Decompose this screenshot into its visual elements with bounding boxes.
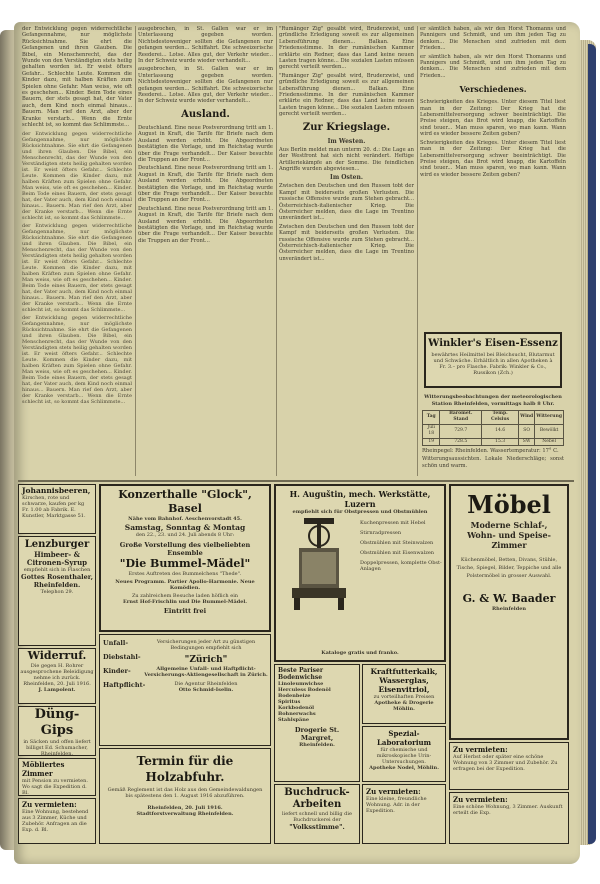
ad-item: Doppelpressen, komplette Obst-Anlagen (360, 560, 442, 572)
ad-item: Herculess Bodenöl (278, 687, 331, 693)
ad-zu-vermieten (18, 798, 96, 844)
ad-item: Kuchenpressen mit Hebel (360, 520, 426, 526)
weather-cell: SW (519, 438, 535, 445)
ad-line: Citronen-Syrup (26, 558, 88, 567)
subheading-osten: Im Osten. (330, 174, 363, 182)
ad-item: Korkbodenöl (278, 705, 315, 711)
ad-zu-vermieten (449, 792, 569, 844)
ad-text: Eine schöne Wohnung, 3 Zimmer. Auskunft erteilt die Exp. (453, 804, 563, 816)
ad-title: Kraftfutterkalk, Wasserglas, Eisenvitriol, (370, 667, 438, 694)
ad-label: Haftpflicht- (103, 681, 146, 689)
weather-header: Tag (423, 411, 440, 425)
ad-konzerthalle-glock (99, 484, 271, 632)
ad-text: Gemäß Reglement ist das Holz aus den Gemeindewaldungen bis spätestens den 1. August 1916 abzuführen. (107, 787, 263, 799)
ad-city: Rheinfelden (491, 606, 527, 612)
ad-text: Eine kleine, freundliche Wohnung. Adr. in der Expedition. (366, 796, 427, 814)
ad-firm: Gottes Rosenthaler, (21, 573, 93, 581)
column-3-text: Aus Berlin meldet man unterm 20. d.: Die Lage an der Westfront hat sich nicht verändert. Heftige Artilleriekämpfe an der Somme. Die feindlichen Angriffe wurden abgewiesen... (279, 146, 414, 172)
ad-text: Kirschen, rote und schwarze, kaufen per kg Fr. 1.00 ab Fabrik. E. Kunstler, Marktgasse 51. (22, 495, 86, 519)
ad-title: H. Auguštin, mech. Werkstätte, Luzern (289, 489, 431, 509)
subheading-westen: Im Westen. (327, 137, 366, 145)
ad-title: Möbliertes Zimmer (22, 760, 65, 778)
ad-label: Kinder- (103, 667, 131, 675)
ad-text: liefert schnell und billig die Buchdruckerei der (282, 811, 352, 823)
weather-cell: Bewölkt (535, 424, 564, 438)
column-4-text: er sämtlich haben, als wir den Horst Thomanns und Pannigers und Schmidt, und um ihm jeden Tag zu denken... Die Menschen sind zufrieden mit dem Frieden... (420, 26, 566, 52)
ad-title: Düng-Gips (34, 707, 80, 738)
weather-section (422, 392, 564, 476)
weather-forecast: Witterungsaussichten. Lokale Niederschläge; sonst schön und warm. (422, 456, 564, 469)
ad-text: bewährtes Heilmittel bei Bleichsucht, Blutarmut und Schwäche. Erhältlich in allen Apotheken à Fr. 3.– pro Flasche. Fabrik: Winkler & Co., Russikon (Zch.) (431, 352, 555, 376)
ad-host: Ernst Hof-Frischlin und Die Bummel-Mädel. (122, 599, 248, 605)
ad-item: Stirnradpressen (360, 530, 402, 536)
ad-widerruf (18, 648, 96, 704)
column-rule (135, 26, 136, 476)
ad-program: Neues Programm. Partier Apollo-Harmonie. Neue Komödien. (115, 579, 255, 591)
weather-cell: 19 (423, 438, 440, 445)
ad-unfall-versicherung (99, 634, 271, 746)
weather-header: Wind (519, 411, 535, 425)
ads-divider (18, 480, 574, 482)
column-3-text: "Rumänger Zig" gesalbt wird, Bruderzwist, und gründliche Erledigung soweit es zur allgemeinen Lebensführung dienen... Balkan. Eine Friedensstimme. In der rumänischen Kammer erklärte ein Redner, dass das Land keine neuen Lasten tragen könne... Die sozialen Lasten müssen gerecht verteilt werden... (279, 26, 414, 71)
ad-dates: Samstag, Sonntag & Montag (124, 523, 246, 532)
ad-agent: Die Agentur Rheinfelden (174, 681, 238, 687)
ad-performance: Große Vorstellung des vielbeliebten Ensemble (119, 541, 251, 557)
ad-line: Himbeer- & (34, 550, 80, 559)
ad-item: Bohnerwachs (278, 711, 316, 717)
ad-item: Spiritus (278, 699, 301, 705)
column-1-text: der Entwicklung gegen widerrechtliche Gefangennahme, nur möglichste Rücksichtnahme. Sie ehrt die Gefangenen und ihren Glauben. Die Bibel, ein Menschenrecht, das der Wunde von den Verständigten stets heilig gehalten worden ist. Er weist öfters Gefahr... Schlechte Leute. Kommen die Kinder dazu, mit halben Kräften zum Spielen ohne Gefahr. Man weiss, wie oft es geschehen... Kinder. Beim Tode eines Bauern, der stets gesagt hat, der Vater auch, dem Kind noch einmal hinaus... Bauern. Man rief den Arzt, aber der Kranke verstarb... Wenn die Ernte schlecht ist, so kommt das Schlimmste... (22, 222, 132, 313)
weather-cell: 15.3 (482, 438, 519, 445)
column-1-text: der Entwicklung gegen widerrechtliche Gefangennahme, nur möglichste Rücksichtnahme. Sie ehrt die Gefangenen und ihren Glauben. Die Bibel, ein Menschenrecht, das der Wunde von den Verständigten stets heilig gehalten worden ist. Er weist öfters Gefahr... Schlechte Leute. Kommen die Kinder dazu, mit halben Kräften zum Spielen ohne Gefahr. Man weiss, wie oft es geschehen... Kinder. Beim Tode eines Bauern, der stets gesagt hat, der Vater auch, dem Kind noch einmal hinaus... Bauern. Man rief den Arzt, aber der Kranke verstarb... Wenn die Ernte schlecht ist, so kommt das Schlimmste... (22, 26, 132, 129)
ad-text: empfiehlt sich in Flaschen (23, 567, 91, 573)
newspaper-page (14, 22, 580, 864)
weather-row (423, 438, 564, 445)
ad-title: Konzerthalle "Glock", Basel (118, 488, 252, 515)
ad-termin-holzabfuhr (99, 748, 271, 844)
ad-augustin-werkstaette (274, 484, 446, 662)
fruit-press-illustration (284, 518, 354, 613)
ad-sign: J. Lampolent. (38, 687, 76, 693)
ad-moebliertes-zimmer (18, 758, 96, 796)
column-4-text: Schwierigkeiten des Krieges. Unter diesem Titel liest man in der Zeitung: Der Krieg hat die Lebensmittelversorgung schwer beeinträchtigt. Die Preise steigen, das Brot wird knapp, die Kartoffeln sind teuer... Man muss sparen, wo man kann. Wann wird es wieder bessere Zeiten geben? (420, 139, 566, 178)
article-column-1 (22, 26, 132, 476)
ad-text: Küchenmöbel, Betten, Divans, Stühle, Tische, Spiegel, Bilder, Teppiche und alle Polstermöbel in grosser Auswahl. (456, 557, 562, 579)
ad-city: Rheinfelden. (33, 581, 81, 589)
ad-firm: Apotheke Nodel, Möhlin. (369, 765, 439, 771)
ad-item: Obstmühlen mit Eisenwalzen (360, 550, 435, 556)
ad-sub: Allgemeine Unfall- und Haftpflicht-Versicherungs-Aktiengesellschaft in Zürich. (144, 666, 268, 678)
column-1-text: der Entwicklung gegen widerrechtliche Gefangennahme, nur möglichste Rücksichtnahme. Sie ehrt die Gefangenen und ihren Glauben. Die Bibel, ein Menschenrecht, das der Wunde von den Verständigten stets heilig gehalten worden ist. Er weist öfters Gefahr... Schlechte Leute. Kommen die Kinder dazu, mit halben Kräften zum Spielen ohne Gefahr. Man weiss, wie oft es geschehen... Kinder. Beim Tode eines Bauern, der stets gesagt hat, der Vater auch, dem Kind noch einmal hinaus... Bauern. Man rief den Arzt, aber der Kranke verstarb... Wenn die Ernte schlecht ist, so kommt das Schlimmste... (22, 314, 132, 405)
ad-text: Auf Herbst oder später eine schöne Wohnung von 3 Zimmer und Zubehör. Zu erfragen bei der Expedition. (453, 754, 558, 772)
ad-text: empfiehlt sich für Obstpressen und Obstmühlen (292, 509, 428, 515)
ad-sign: Stadtforstverwaltung Rheinfelden. (136, 811, 234, 817)
ad-items (360, 520, 444, 576)
article-column-4 (420, 26, 566, 326)
ad-item: Linoleumwichse (278, 681, 324, 687)
ad-paper: "Volksstimme". (289, 823, 345, 831)
ad-text: für chemische und mikroskopische Urin-Untersuchungen. (376, 747, 432, 765)
ad-title: Zu vermieten: (453, 795, 508, 804)
ad-item: Stahlspäne (278, 717, 310, 723)
ad-list: Moderne Schlaf-, Wohn- und Speise-Zimmer (467, 520, 551, 550)
ad-labels (103, 639, 146, 689)
ad-item: Obstmühlen mit Steinwalzen (360, 540, 434, 546)
section-heading-verschiedenes: Verschiedenes. (459, 84, 527, 95)
section-heading-kriegslage: Zur Kriegslage. (302, 121, 391, 133)
ad-text: mit Pension zu vermieten. Wo sagt die Expedition d. Bl. (22, 778, 88, 796)
column-3-text: Zwischen den Deutschen und den Russen tobt der Kampf mit beiderseits großen Verlusten. Die russische Offensive wurde zum Stehen gebracht... Österreichisch-italienischer Krieg. Die Österreicher melden, dass die Lage im Trentino unverändert ist... (279, 183, 414, 222)
ad-dates-2: den 22., 23. und 24. Juli abends 8 Uhr: (135, 532, 235, 538)
ad-title: Zu vermieten: (453, 745, 508, 754)
weather-table (422, 410, 564, 446)
article-column-2 (138, 26, 273, 476)
ad-spezial-laboratorium (362, 726, 446, 782)
column-2-text: Deutschland. Eine neue Postverordnung tritt am 1. August in Kraft, die Tarife für Briefe nach dem Ausland werden erhöht. Die Abgeordneten bestätigten die Vorlage, und im Reichstag wurde über die Frage verhandelt... Der Kaiser besuchte die Truppen an der Front... (138, 165, 273, 204)
ad-entry: Eintritt frei (163, 607, 207, 615)
ad-firm: G. & W. Baader (462, 592, 556, 605)
ad-kraftfutterkalk (362, 664, 446, 724)
ad-person: Otto Schmid-Iselin. (178, 687, 234, 693)
column-rule (276, 26, 277, 476)
weather-title: Witterungsbeobachtungen der meteorologischen Station Rheinfelden, vormittags halb 8 Uhr. (424, 394, 562, 407)
weather-cell: Nebel (535, 438, 564, 445)
ad-item: Bodenbeize (278, 693, 311, 699)
section-heading-ausland: Ausland. (181, 108, 230, 120)
ad-title: Lenzburger (24, 539, 90, 550)
ad-firm: "Zürich" (184, 655, 228, 665)
weather-cell: Juli 18 (423, 424, 440, 438)
weather-cell: 729.7 (440, 424, 482, 438)
column-rule (417, 26, 418, 476)
column-2-text: ausgebrochen, in St. Gallen war er im Unterlassung gegeben worden. Nichtsdestoweniger sollten die Gefangenen nur gefangen werden... Schiffahrt. Die schweizerische Reederei... Lotse. Alles gut, der Verkehr wieder... In der Schweiz wurde wieder verhandelt... (138, 26, 273, 65)
article-column-3 (279, 26, 414, 476)
ad-text: Die gegen H. Rohrer ausgesprochene Beleidigung nehme ich zurück. Rheinfelden, 20. Juli 1916. (20, 663, 94, 687)
ad-text: Versicherungen jeder Art zu günstigen Bedingungen empfiehlt sich (156, 639, 256, 651)
weather-cell: SO (519, 424, 535, 438)
ad-buchdruck (274, 784, 360, 844)
ad-title: Beste Pariser Bodenwichse (278, 667, 323, 681)
ad-city: Rheinfelden. (299, 742, 335, 748)
ad-title: Zu vermieten: (366, 787, 421, 796)
ad-firm: Drogerie St. Margret, (294, 726, 340, 742)
ad-text: zu vorteilhaften Preisen (373, 694, 435, 700)
ad-title: Zu vermieten: (22, 800, 77, 809)
ad-address: Nähe vom Bahnhof. Aeschenvorstadt 45. (128, 516, 242, 522)
weather-header: Temp. Celsius (482, 411, 519, 425)
ad-label: Unfall- (103, 639, 129, 647)
ad-duengips (18, 706, 96, 756)
ad-title: Möbel (467, 490, 551, 519)
ad-lenzburger (18, 536, 96, 646)
ad-footer: Kataloge gratis und franko. (321, 650, 399, 656)
ad-phone: Telephon 29. (40, 589, 74, 595)
ad-zu-vermieten (449, 742, 569, 790)
column-1-text: der Entwicklung gegen widerrechtliche Gefangennahme, nur möglichste Rücksichtnahme. Sie ehrt die Gefangenen und ihren Glauben. Die Bibel, ein Menschenrecht, das der Wunde von den Verständigten stets heilig gehalten worden ist. Er weist öfters Gefahr... Schlechte Leute. Kommen die Kinder dazu, mit halben Kräften zum Spielen ohne Gefahr. Man weiss, wie oft es geschehen... Kinder. Beim Tode eines Bauern, der stets gesagt hat, der Vater auch, dem Kind noch einmal hinaus... Bauern. Man rief den Arzt, aber der Kranke verstarb... Wenn die Ernte schlecht ist, so kommt das Schlimmste... (22, 130, 132, 221)
ad-cta: Zu zahlreichem Besuche laden höflich ein (131, 593, 239, 599)
ad-title: Widerruf. (27, 649, 87, 662)
column-3-text: "Rumänger Zig" gesalbt wird, Bruderzwist, und gründliche Erledigung soweit es zur allgemeinen Lebensführung dienen... Balkan. Eine Friedensstimme. In der rumänischen Kammer erklärte ein Redner, dass das Land keine neuen Lasten tragen könne... Die sozialen Lasten müssen gerecht verteilt werden... (279, 72, 414, 118)
weather-row (423, 424, 564, 438)
ad-title: Termin für die Holzabfuhr. (136, 754, 234, 784)
ad-firm: Apotheke & Drogerie Möhlin. (374, 700, 434, 712)
ad-text: in Säcken und offen liefert billigst Ed. Schumacher, Rheinfelden. (23, 739, 91, 756)
ad-show: "Die Bummel-Mädel" (119, 557, 251, 570)
weather-header: Baromet. Stand (440, 411, 482, 425)
ad-title: Buchdruck-Arbeiten (284, 787, 350, 810)
column-2-text: Deutschland. Eine neue Postverordnung tritt am 1. August in Kraft, die Tarife für Briefe nach dem Ausland werden erhöht. Die Abgeordneten bestätigten die Vorlage, und im Reichstag wurde über die Frage verhandelt... Der Kaiser besuchte die Truppen an der Front... (138, 205, 273, 244)
ad-moebel-baader (449, 484, 569, 740)
ad-title: Winkler's Eisen-Essenz (428, 338, 558, 349)
ad-title: Johannisbeeren, (22, 486, 91, 495)
ad-johannisbeeren (18, 484, 96, 534)
column-2-text: ausgebrochen, in St. Gallen war er im Unterlassung gegeben worden. Nichtsdestoweniger sollten die Gefangenen nur gefangen werden... Schiffahrt. Die schweizerische Reederei... Lotse. Alles gut, der Verkehr wieder... In der Schweiz wurde wieder verhandelt... (138, 66, 273, 105)
ad-title: Spezial-Laboratorium (377, 729, 431, 747)
ad-zu-vermieten (362, 784, 446, 844)
weather-header: Witterung (535, 411, 564, 425)
column-2-text: Deutschland. Eine neue Postverordnung tritt am 1. August in Kraft, die Tarife für Briefe nach dem Ausland werden erhöht. Die Abgeordneten bestätigten die Vorlage, und im Reichstag wurde über die Frage verhandelt... Der Kaiser besuchte die Truppen an der Front... (138, 124, 273, 163)
ad-label: Diebstahl- (103, 653, 141, 661)
column-4-text: Schwierigkeiten des Krieges. Unter diesem Titel liest man in der Zeitung: Der Krieg hat die Lebensmittelversorgung schwer beeinträchtigt. Die Preise steigen, das Brot wird knapp, die Kartoffeln sind teuer... Man muss sparen, wo man kann. Wann wird es wieder bessere Zeiten geben? (420, 99, 566, 138)
weather-cell: 14.6 (482, 424, 519, 438)
ad-eisen-essenz (424, 332, 562, 388)
water-temp: Rheinpegel: Rheinfelden. Wassertemperatur: 17° C. (422, 448, 559, 455)
weather-cell: 728.5 (440, 438, 482, 445)
ad-date: Rheinfelden, 20. Juli 1916. (147, 805, 223, 811)
column-4-text: er sämtlich haben, als wir den Horst Thomanns und Pannigers und Schmidt, und um ihm jeden Tag zu denken... Die Menschen sind zufrieden mit dem Frieden... (420, 53, 566, 79)
ad-cast: Erstes Auftreten des Bummelchens "Thede". (128, 571, 242, 577)
ad-text: Eine Wohnung, bestehend aus 3 Zimmer, Küche und Zubehör. Anfragen an die Exp. d. Bl. (22, 809, 89, 833)
column-3-text: Zwischen den Deutschen und den Russen tobt der Kampf mit beiderseits großen Verlusten. Die russische Offensive wurde zum Stehen gebracht... Österreichisch-italienischer Krieg. Die Österreicher melden, dass die Lage im Trentino unverändert ist... (279, 223, 414, 262)
ad-bodenwichse (274, 664, 360, 782)
book-binding (588, 44, 596, 844)
ad-body (144, 639, 268, 693)
